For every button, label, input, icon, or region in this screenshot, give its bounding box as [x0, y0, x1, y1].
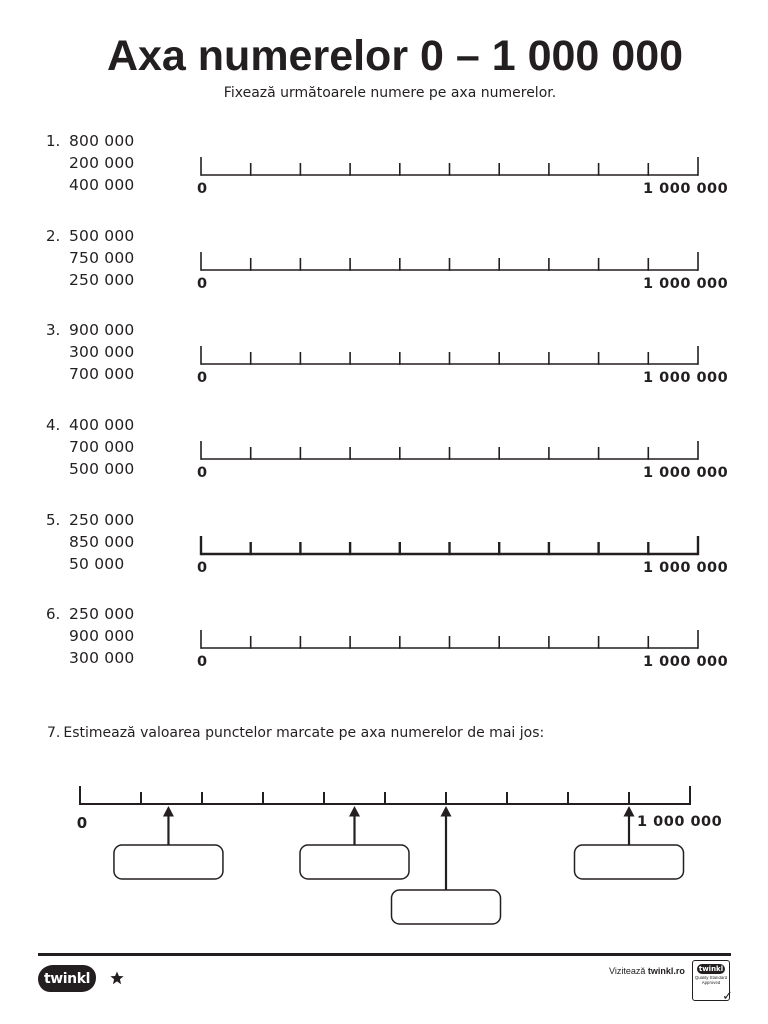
checkmark-icon: ✓ — [722, 989, 733, 1004]
number-line-start-label: 0 — [196, 370, 208, 386]
badge-logo: twinkl — [698, 965, 724, 973]
twinkl-logo — [38, 965, 96, 992]
exercise-number: 4. — [46, 416, 61, 434]
marked-point — [300, 806, 409, 879]
exercise-number: 3. — [46, 321, 61, 339]
website-note — [609, 966, 685, 977]
logo-text: twinkl — [43, 970, 91, 987]
number-line — [195, 529, 707, 559]
number-to-place: 400 000 — [69, 176, 135, 194]
quality-badge — [692, 960, 733, 1004]
answer-box — [300, 845, 409, 879]
numbers-list — [69, 603, 135, 669]
badge-text-line — [698, 981, 724, 985]
number-line-start-label: 0 — [76, 814, 88, 832]
number-line-end-label: 1 000 000 — [643, 560, 729, 576]
number-line-start-label: 0 — [196, 560, 208, 576]
number-to-place: 200 000 — [69, 154, 135, 172]
exercise-1 — [0, 130, 768, 210]
number-to-place: 250 000 — [69, 605, 135, 623]
exercise-number: 6. — [46, 605, 61, 623]
page-title: Axa numerelor 0 – 1 000 000 — [106, 32, 684, 80]
badge-text: Quality Standard — [694, 976, 728, 981]
numbers-list — [69, 319, 135, 385]
number-line-end-label: 1 000 000 — [643, 654, 729, 670]
arrow-up-icon — [349, 806, 360, 817]
number-to-place: 250 000 — [69, 511, 135, 529]
numbers-list — [69, 225, 135, 291]
number-line-start-label: 0 — [196, 654, 208, 670]
number-line-start-label: 0 — [196, 276, 208, 292]
number-line-end-label: 1 000 000 — [643, 370, 729, 386]
number-to-place: 900 000 — [69, 321, 135, 339]
exercise-6 — [0, 603, 768, 683]
number-to-place: 400 000 — [69, 416, 135, 434]
marked-point — [114, 806, 223, 879]
number-to-place: 700 000 — [69, 365, 135, 383]
numbers-list — [69, 130, 135, 196]
number-line-start-label: 0 — [196, 181, 208, 197]
website-note-label: Vizitează — [609, 966, 646, 976]
answer-box — [392, 890, 501, 924]
exercise-4 — [0, 414, 768, 494]
arrow-up-icon — [624, 806, 635, 817]
number-to-place: 300 000 — [69, 649, 135, 667]
number-line-end-label: 1 000 000 — [643, 276, 729, 292]
number-to-place: 700 000 — [69, 438, 135, 456]
number-to-place: 50 000 — [69, 555, 125, 573]
numbers-list — [69, 509, 135, 575]
number-line-end-label: 1 000 000 — [643, 465, 729, 481]
estimate-number-line — [0, 760, 768, 940]
number-line-end-label: 1 000 000 — [643, 181, 729, 197]
number-line — [195, 245, 707, 275]
number-line — [195, 339, 707, 369]
number-to-place: 500 000 — [69, 227, 135, 245]
answer-box — [575, 845, 684, 879]
arrow-up-icon — [163, 806, 174, 817]
number-line-start-label: 0 — [196, 465, 208, 481]
exercise-5 — [0, 509, 768, 589]
exercise-number: 7. — [47, 725, 61, 741]
number-to-place: 500 000 — [69, 460, 135, 478]
star-icon — [110, 971, 124, 985]
number-to-place: 900 000 — [69, 627, 135, 645]
number-line — [195, 434, 707, 464]
exercise-number: 1. — [46, 132, 61, 150]
instruction-text: Estimează valoarea punctelor marcate pe axa numerelor de mai jos: — [63, 725, 545, 741]
arrow-up-icon — [441, 806, 452, 817]
badge-text-line — [694, 976, 728, 981]
numbers-list — [69, 414, 135, 480]
exercise-number: 2. — [46, 227, 61, 245]
number-line — [195, 150, 707, 180]
number-line-end-label: 1 000 000 — [637, 814, 723, 830]
number-to-place: 300 000 — [69, 343, 135, 361]
number-to-place: 250 000 — [69, 271, 135, 289]
answer-box — [114, 845, 223, 879]
number-to-place: 800 000 — [69, 132, 135, 150]
website-name: twinkl.ro — [647, 966, 685, 976]
exercise-number: 5. — [46, 511, 61, 529]
badge-text: Approved — [701, 981, 721, 986]
number-to-place: 750 000 — [69, 249, 135, 267]
number-line — [195, 623, 707, 653]
number-to-place: 850 000 — [69, 533, 135, 551]
instructions: Fixează următoarele numere pe axa numerelor. — [223, 85, 557, 101]
exercise-2 — [0, 225, 768, 305]
estimate-instruction — [47, 723, 544, 743]
exercise-3 — [0, 319, 768, 399]
footer-divider — [38, 953, 731, 956]
